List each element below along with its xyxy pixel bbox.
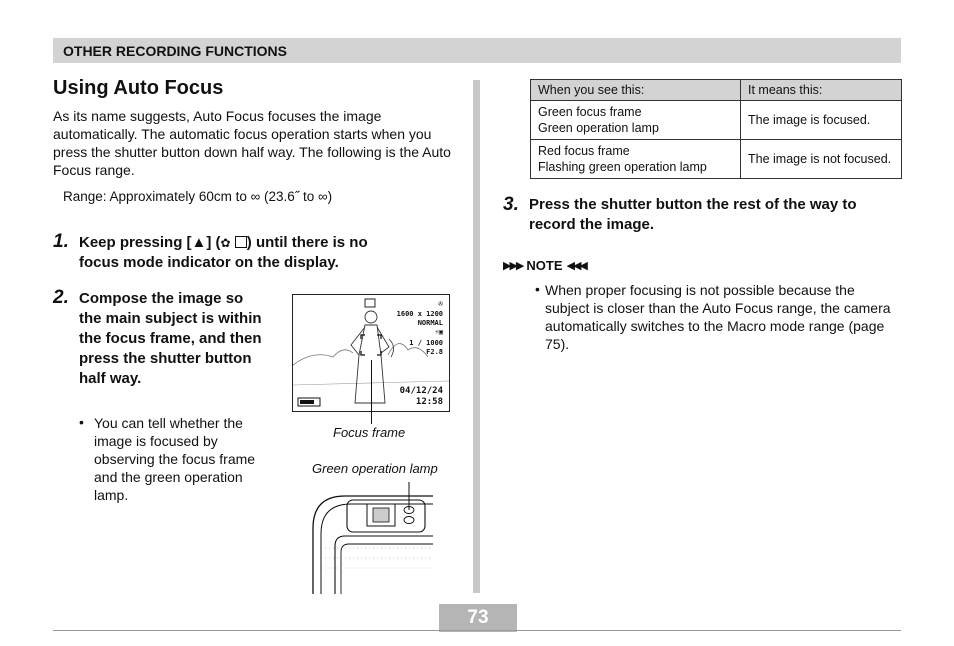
- focus-status-table: [530, 79, 902, 179]
- green-lamp-caption: Green operation lamp: [312, 461, 438, 476]
- bullet-dot: •: [79, 414, 84, 430]
- note-bullet: When proper focusing is not possible because the subject is closer than the Auto Focus range, the camera automatically switches to the Macro mode range (page 75).: [545, 282, 891, 352]
- step-1-number: 1.: [53, 231, 69, 252]
- lcd-image-size: 1600 x 1200: [396, 310, 443, 318]
- step-3-text: Press the shutter button the rest of the way to record the image.: [529, 196, 857, 233]
- section-title: OTHER RECORDING FUNCTIONS: [63, 43, 287, 59]
- step-1-text-b: ) until there is no: [246, 234, 368, 251]
- lcd-time: 12:58: [415, 397, 443, 407]
- lcd-date: 04/12/24: [399, 386, 443, 396]
- table-header-cell: When you see this:: [531, 80, 741, 101]
- table-header-row: [531, 80, 902, 101]
- macro-flower-icon: ✿: [220, 236, 231, 250]
- table-cell: [531, 101, 741, 140]
- intro-paragraph: As its name suggests, Auto Focus focuses the image automatically. The automatic focus operation starts when you press the shutter button down half way. The following is the Auto Focus range.: [53, 108, 451, 178]
- table-row: [531, 101, 902, 140]
- step-1-text-c: focus mode indicator on the display.: [79, 254, 339, 271]
- focus-frame-pointer: [371, 360, 372, 424]
- table-header-cell: It means this:: [741, 80, 902, 101]
- step-2-bullet: You can tell whether the image is focused by observing the focus frame and the green operation lamp.: [94, 415, 256, 503]
- lcd-quality: NORMAL: [417, 319, 443, 327]
- bullet-dot: •: [535, 281, 540, 297]
- page-number: 73: [439, 604, 517, 632]
- step-3-number: 3.: [503, 194, 519, 215]
- step-1-text-a: Keep pressing [▲] (: [79, 234, 221, 251]
- lcd-shutter-speed: 1 / 1000: [409, 339, 443, 347]
- table-cell-line: Red focus frame: [538, 144, 630, 158]
- flash-icon: ⚡▣: [434, 328, 443, 336]
- column-divider: [473, 80, 480, 593]
- range-text: Range: Approximately 60cm to ∞ (23.6˝ to ∞): [63, 189, 333, 204]
- table-cell: The image is not focused.: [741, 140, 902, 179]
- note-header: [503, 258, 586, 273]
- table-cell: [531, 140, 741, 179]
- step-2-text: Compose the image so the main subject is within the focus frame, and then press the shutter button half way.: [79, 290, 262, 387]
- camera-back-illustration: [305, 478, 435, 594]
- focus-frame-caption: Focus frame: [333, 425, 406, 440]
- step-2-number: 2.: [53, 287, 69, 308]
- table-cell: The image is focused.: [741, 101, 902, 140]
- section-header-bar: [53, 38, 901, 63]
- table-cell-line: Green focus frame: [538, 105, 642, 119]
- table-row: [531, 140, 902, 179]
- lcd-aperture: F2.8: [426, 348, 443, 356]
- table-cell-line: Flashing green operation lamp: [538, 160, 707, 174]
- note-left-arrows-icon: ▶▶▶: [503, 260, 523, 272]
- page-title: Using Auto Focus: [53, 77, 224, 99]
- note-label: NOTE: [526, 258, 563, 273]
- infinity-mountain-icon: [235, 236, 247, 248]
- camera-mode-icon: ✇: [438, 299, 443, 308]
- footer-rule: [53, 630, 901, 631]
- focus-frame-brackets: [361, 335, 381, 355]
- table-cell-line: Green operation lamp: [538, 121, 659, 135]
- note-right-arrows-icon: ◀◀◀: [566, 260, 586, 272]
- step-1-text: [79, 233, 449, 273]
